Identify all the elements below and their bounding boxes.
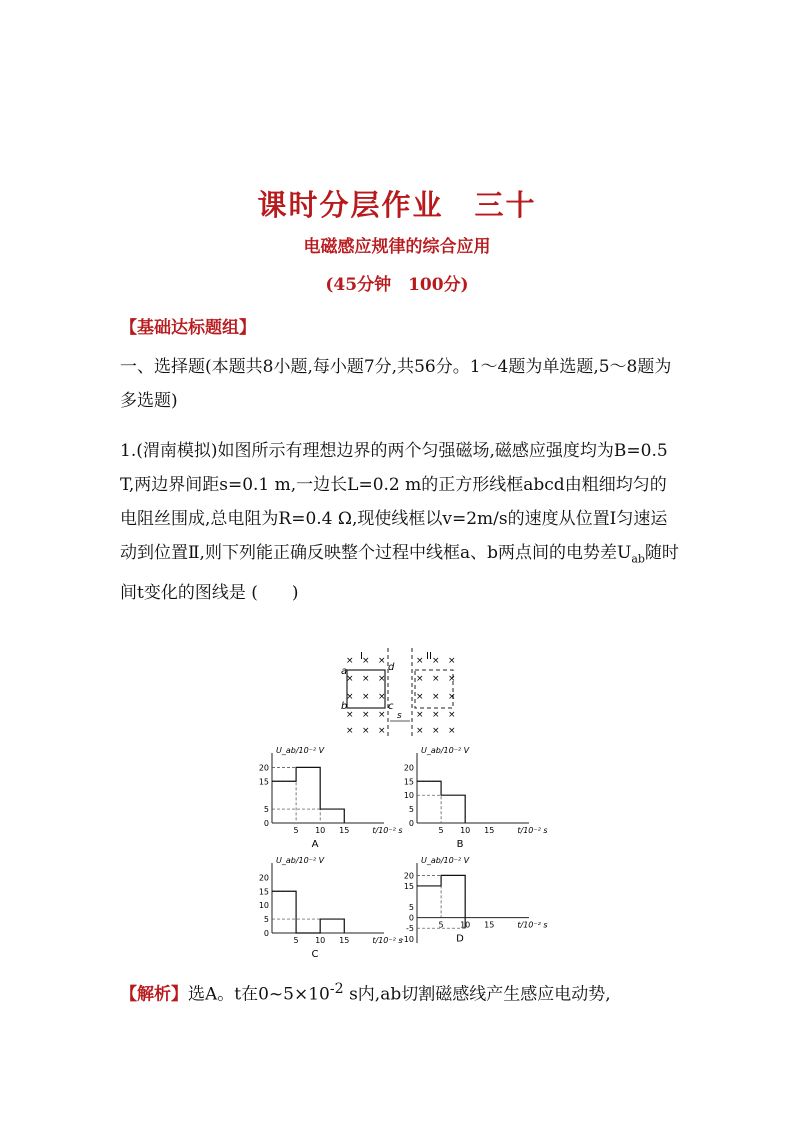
field-mark: ×	[378, 656, 386, 666]
y-tick-label: 0	[408, 819, 414, 828]
field-mark: ×	[416, 674, 424, 684]
field-mark: ×	[432, 674, 440, 684]
x-tick-label: 15	[339, 826, 350, 835]
y-tick-label: 10	[403, 791, 414, 801]
y-tick-label: 0	[263, 819, 269, 828]
y-tick-label: 20	[258, 873, 269, 883]
option-label-B: B	[456, 839, 464, 850]
y-tick-label: 5	[263, 915, 269, 925]
x-tick-label: 15	[339, 936, 350, 945]
field-mark: ×	[378, 674, 386, 684]
y-tick-label: 5	[408, 805, 414, 815]
y-tick-label: 10	[258, 901, 269, 911]
chart-B	[404, 746, 548, 850]
field-mark: ×	[448, 710, 456, 720]
gap-label: s	[397, 711, 402, 721]
field-mark: ×	[362, 726, 370, 736]
analysis-text-a: 选A。t在0~5×10	[188, 984, 330, 1005]
x-tick-label: 10	[460, 920, 471, 930]
field-mark: ×	[362, 656, 370, 666]
x-axis-label: t/10⁻² s	[517, 826, 548, 835]
y-tick-label: 15	[403, 881, 414, 891]
field-mark: ×	[448, 674, 456, 684]
analysis-superscript: -2	[329, 981, 344, 997]
chart-C	[259, 856, 403, 960]
x-tick-label: 15	[484, 920, 495, 930]
corner-d: d	[388, 662, 395, 673]
field-mark: ×	[362, 710, 370, 720]
series-line	[272, 891, 344, 933]
question-1	[120, 434, 680, 610]
field-mark: ×	[416, 726, 424, 736]
question-1-figure	[250, 645, 550, 969]
y-tick-label: 20	[258, 763, 269, 773]
y-tick-label: 0	[408, 913, 414, 923]
option-label-A: A	[311, 839, 319, 850]
field-mark: ×	[432, 710, 440, 720]
field-mark: ×	[432, 656, 440, 666]
field-mark: ×	[432, 692, 440, 702]
x-tick-label: 10	[315, 936, 326, 945]
y-tick-label: 5	[263, 805, 269, 815]
y-tick-label: 20	[403, 871, 414, 881]
x-tick-label: 5	[293, 826, 299, 835]
field-mark: ×	[362, 692, 370, 702]
figure-svg	[250, 645, 550, 965]
series-line	[272, 767, 344, 823]
field-mark: ×	[432, 726, 440, 736]
question-1-text-b: 随时间t变化的图线是 ( )	[120, 543, 679, 604]
field-mark: ×	[448, 692, 456, 702]
field-mark: ×	[416, 656, 424, 666]
y-axis-label: U_ab/10⁻² V	[421, 856, 470, 865]
corner-a: a	[341, 666, 348, 677]
y-tick-label: -10	[400, 934, 414, 944]
x-tick-label: 5	[438, 920, 444, 930]
time-and-score: (45分钟 100分)	[325, 275, 469, 295]
analysis	[120, 972, 700, 1012]
y-tick-label: -5	[406, 924, 414, 934]
x-axis-label: t/10⁻² s	[372, 936, 403, 945]
field-mark: ×	[346, 656, 354, 666]
field-mark: ×	[416, 692, 424, 702]
magnetic-field-diagram	[341, 648, 456, 737]
field-mark: ×	[448, 726, 456, 736]
x-axis-label: t/10⁻² s	[372, 826, 403, 835]
question-1-subscript: ab	[631, 552, 645, 566]
y-tick-label: 0	[263, 929, 269, 938]
page-subtitle: 电磁感应规律的综合应用	[303, 237, 491, 257]
field-mark: ×	[346, 726, 354, 736]
option-label-C: C	[311, 949, 319, 960]
corner-b: b	[341, 701, 348, 712]
question-1-text-a: 1.(渭南模拟)如图所示有理想边界的两个匀强磁场,磁感应强度均为B=0.5 T,两边界间距s=0.1 m,一边长L=0.2 m的正方形线框abcd由粗细均匀的电阻丝围成,总电阻为R=0.4 Ω,现使线框以v=2m/s的速度从位置Ⅰ匀速运动到位置Ⅱ,则下列能正确反映整个过程中线框a、b两点间的电势差U	[120, 441, 668, 563]
y-tick-label: 15	[258, 887, 269, 897]
field-mark: ×	[416, 710, 424, 720]
y-tick-label: 5	[408, 903, 414, 913]
x-tick-label: 5	[293, 936, 299, 945]
group-label: 【基础达标题组】	[120, 318, 256, 338]
x-tick-label: 15	[484, 826, 495, 835]
chart-D	[401, 856, 548, 945]
x-axis-label: t/10⁻² s	[517, 920, 548, 930]
field-mark: ×	[346, 692, 354, 702]
y-tick-label: 15	[403, 777, 414, 787]
field-mark: ×	[378, 710, 386, 720]
field-mark: ×	[448, 656, 456, 666]
y-axis-label: U_ab/10⁻² V	[421, 746, 470, 755]
section-instructions: 一、选择题(本题共8小题,每小题7分,共56分。1～4题为单选题,5～8题为多选题)	[120, 357, 672, 411]
field-label-1: I	[360, 651, 363, 662]
x-tick-label: 10	[460, 826, 471, 835]
y-tick-label: 15	[258, 777, 269, 787]
corner-c: c	[388, 701, 394, 712]
field-mark: ×	[346, 710, 354, 720]
field-mark: ×	[362, 674, 370, 684]
y-axis-label: U_ab/10⁻² V	[276, 856, 325, 865]
x-tick-label: 5	[438, 826, 444, 835]
page-title: 课时分层作业 三十	[257, 188, 537, 222]
field-label-2: II	[426, 651, 432, 662]
analysis-text-b: s内,ab切割磁感线产生感应电动势,	[343, 984, 611, 1005]
field-mark: ×	[378, 726, 386, 736]
field-mark: ×	[346, 674, 354, 684]
option-label-D: D	[456, 933, 464, 945]
y-tick-label: 20	[403, 763, 414, 773]
x-tick-label: 10	[315, 826, 326, 835]
analysis-tag: 【解析】	[120, 984, 188, 1005]
field-mark: ×	[378, 692, 386, 702]
chart-A	[259, 746, 403, 850]
y-axis-label: U_ab/10⁻² V	[276, 746, 325, 755]
